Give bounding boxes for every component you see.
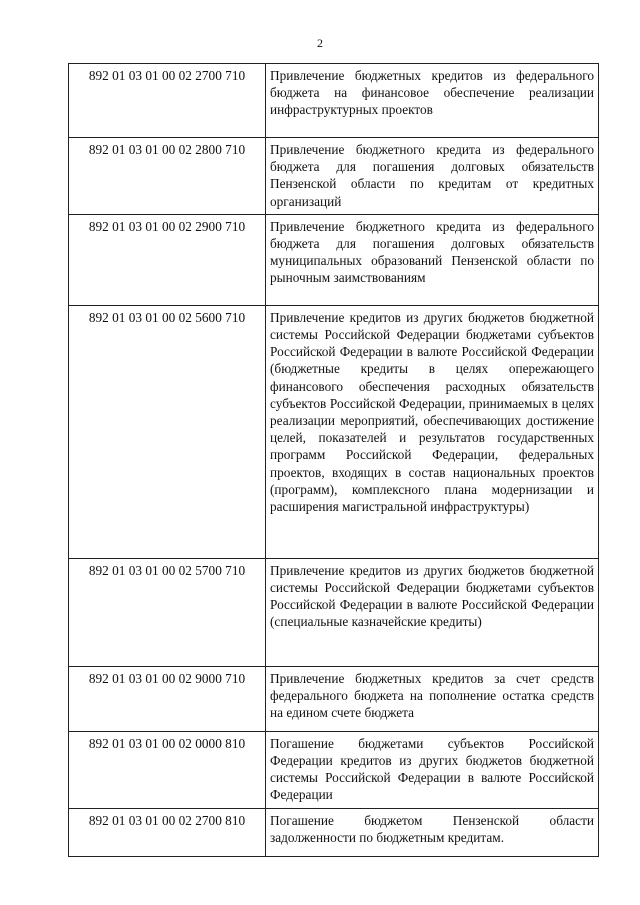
description-cell: Погашение бюджетом Пензенской области задолженности по бюджетным кредитам. [266,808,599,856]
table-row [69,731,599,808]
budget-code-cell: 892 01 03 01 00 02 5700 710 [69,558,266,666]
page-number: 2 [317,36,323,50]
table-row [69,808,599,856]
table-row [69,666,599,731]
description-cell: Привлечение бюджетного кредита из федерального бюджета для погашения долговых обязательств муниципальных образований Пензенской области по рыночным заимствованиям [266,214,599,305]
description-cell: Привлечение бюджетного кредита из федерального бюджета для погашения долговых обязательств Пензенской области по кредитам от кредитных организаций [266,138,599,215]
budget-codes-table [68,63,599,857]
table-row [69,138,599,215]
description-cell: Привлечение бюджетных кредитов из федерального бюджета на финансовое обеспечение реализации инфраструктурных проектов [266,64,599,138]
table-row [69,214,599,305]
budget-code-cell: 892 01 03 01 00 02 2700 810 [69,808,266,856]
budget-code-cell: 892 01 03 01 00 02 5600 710 [69,305,266,558]
description-cell: Привлечение кредитов из других бюджетов бюджетной системы Российской Федерации бюджетами субъектов Российской Федерации в валюте Российской Федерации (специальные казначейские кредиты) [266,558,599,666]
budget-code-cell: 892 01 03 01 00 02 2900 710 [69,214,266,305]
description-cell: Привлечение кредитов из других бюджетов бюджетной системы Российской Федерации бюджетами субъектов Российской Федерации в валюте Российской Федерации (бюджетные кредиты в целях опережающего финансового обеспечения расходных обязательств субъектов Российской Федерации, принимаемых в целях реализации мероприятий, обеспечивающих достижение целей, показателей и результатов государственных программ Российской Федерации, федеральных проектов, входящих в состав национальных проектов (программ), комплексного плана модернизации и расширения магистральной инфраструктуры) [266,305,599,558]
description-cell: Погашение бюджетами субъектов Российской Федерации кредитов из других бюджетов бюджетной системы Российской Федерации в валюте Российской Федерации [266,731,599,808]
budget-code-cell: 892 01 03 01 00 02 2800 710 [69,138,266,215]
description-cell: Привлечение бюджетных кредитов за счет средств федерального бюджета на пополнение остатка средств на едином счете бюджета [266,666,599,731]
budget-code-cell: 892 01 03 01 00 02 2700 710 [69,64,266,138]
table-row [69,558,599,666]
table-row [69,64,599,138]
budget-code-cell: 892 01 03 01 00 02 9000 710 [69,666,266,731]
budget-code-cell: 892 01 03 01 00 02 0000 810 [69,731,266,808]
table-row [69,305,599,558]
